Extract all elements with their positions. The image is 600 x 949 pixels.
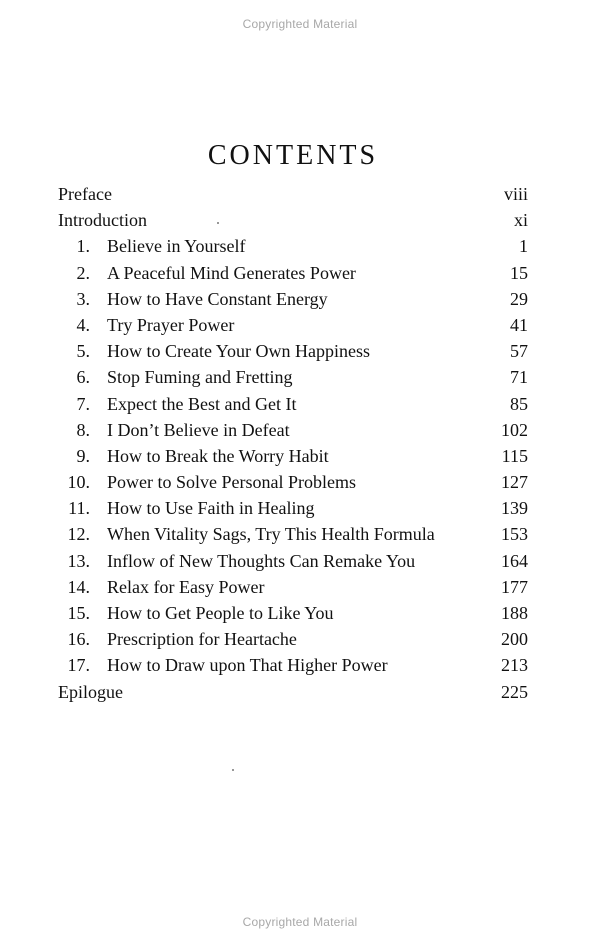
toc-entry-page: xi [513, 210, 528, 231]
toc-entry-chapter-16[interactable] [58, 626, 528, 652]
toc-entry-epilogue[interactable] [58, 679, 528, 705]
toc-entry-page: 213 [501, 655, 528, 676]
toc-entry-chapter-6[interactable] [58, 364, 528, 390]
chapter-number: 2. [76, 262, 90, 283]
chapter-number: 5. [76, 341, 90, 362]
chapter-number: 10. [67, 472, 90, 493]
chapter-number: 14. [67, 576, 90, 597]
chapter-number: 11. [68, 498, 90, 519]
toc-entry-chapter-5[interactable] [58, 338, 528, 364]
chapter-number: 16. [67, 629, 90, 650]
toc-entry-page: 29 [510, 288, 528, 309]
toc-entry-title: How to Break the Worry Habit [107, 445, 329, 466]
toc-entry-page: 71 [510, 367, 528, 388]
chapter-number: 1. [76, 236, 90, 257]
scan-speck [217, 222, 219, 224]
copyright-watermark-bottom: Copyrighted Material [242, 915, 358, 929]
copyright-watermark-top: Copyrighted Material [242, 17, 358, 31]
chapter-number: 8. [76, 419, 90, 440]
toc-entry-chapter-11[interactable] [58, 495, 528, 521]
toc-entry-title: Preface [58, 184, 112, 204]
toc-entry-page: viii [503, 184, 528, 204]
toc-entry-page: 1 [519, 236, 528, 257]
chapter-number: 6. [76, 367, 90, 388]
toc-entry-title: How to Create Your Own Happiness [107, 341, 370, 362]
chapter-number: 3. [76, 288, 90, 309]
page-title: CONTENTS [207, 139, 379, 171]
toc-entry-title: A Peaceful Mind Generates Power [107, 262, 356, 283]
toc-entry-title: When Vitality Sags, Try This Health Formula [107, 524, 435, 545]
chapter-number: 13. [67, 550, 90, 571]
toc-entry-page: 164 [501, 550, 528, 571]
toc-entry-chapter-13[interactable] [58, 548, 528, 574]
table-of-contents [58, 181, 528, 705]
toc-entry-title: Prescription for Heartache [107, 629, 297, 650]
chapter-number: 12. [67, 524, 90, 545]
toc-entry-page: 200 [501, 629, 528, 650]
toc-entry-title: I Don’t Believe in Defeat [107, 419, 290, 440]
toc-entry-chapter-1[interactable] [58, 233, 528, 259]
toc-entry-chapter-15[interactable] [58, 600, 528, 626]
toc-entry-chapter-10[interactable] [58, 469, 528, 495]
toc-entry-title: Try Prayer Power [107, 314, 235, 335]
toc-entry-page: 139 [501, 498, 528, 519]
chapter-number: 9. [76, 445, 90, 466]
scan-speck [232, 769, 234, 771]
toc-entry-title: Expect the Best and Get It [107, 393, 297, 414]
toc-entry-title: How to Draw upon That Higher Power [107, 655, 388, 676]
toc-entry-page: 15 [510, 262, 528, 283]
toc-entry-title: Stop Fuming and Fretting [107, 367, 293, 388]
toc-entry-chapter-4[interactable] [58, 312, 528, 338]
chapter-number: 4. [76, 314, 90, 335]
toc-entry-title: Inflow of New Thoughts Can Remake You [107, 550, 416, 571]
toc-entry-title: Epilogue [58, 681, 123, 702]
toc-entry-chapter-2[interactable] [58, 260, 528, 286]
toc-entry-title: How to Use Faith in Healing [107, 498, 315, 519]
toc-entry-page: 41 [510, 314, 528, 335]
toc-entry-page: 102 [501, 419, 528, 440]
toc-entry-title: How to Get People to Like You [107, 603, 334, 623]
toc-entry-page: 225 [501, 681, 528, 702]
toc-entry-page: 153 [501, 524, 528, 545]
toc-entry-chapter-3[interactable] [58, 286, 528, 312]
chapter-number: 15. [67, 603, 90, 623]
chapter-number: 7. [76, 393, 90, 414]
toc-entry-page: 127 [501, 472, 528, 493]
toc-entry-page: 188 [501, 603, 528, 623]
toc-entry-preface[interactable] [58, 181, 528, 207]
toc-entry-title: How to Have Constant Energy [107, 288, 328, 309]
toc-entry-chapter-14[interactable] [58, 574, 528, 600]
toc-entry-title: Relax for Easy Power [107, 576, 265, 597]
chapter-number: 17. [67, 655, 90, 676]
toc-entry-page: 85 [510, 393, 528, 414]
toc-entry-title: Power to Solve Personal Problems [107, 472, 356, 493]
toc-entry-title: Introduction [58, 210, 147, 231]
toc-entry-chapter-9[interactable] [58, 443, 528, 469]
toc-entry-title: Believe in Yourself [107, 236, 246, 257]
toc-entry-page: 57 [510, 341, 528, 362]
toc-entry-chapter-8[interactable] [58, 417, 528, 443]
toc-entry-page: 115 [501, 445, 528, 466]
toc-entry-chapter-7[interactable] [58, 391, 528, 417]
toc-entry-introduction[interactable] [58, 207, 528, 233]
toc-entry-page: 177 [501, 576, 528, 597]
toc-entry-chapter-12[interactable] [58, 521, 528, 547]
toc-entry-chapter-17[interactable] [58, 652, 528, 678]
